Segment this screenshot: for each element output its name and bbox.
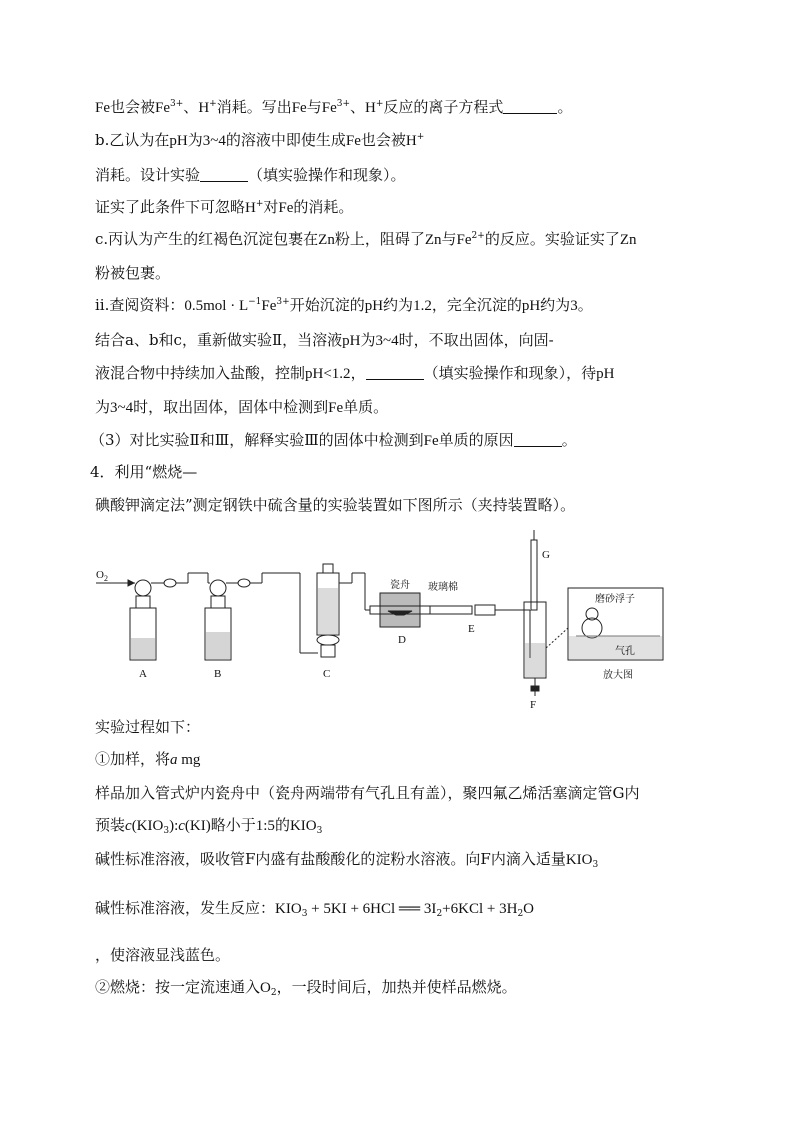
answer-blank[interactable] <box>200 167 248 182</box>
text-line-2: b.乙认为在pH为3~4的溶液中即使生成Fe也会被H+ <box>95 131 425 149</box>
apparatus-diagram <box>90 528 690 713</box>
text-line-15: ①加样，将a mg <box>95 750 201 768</box>
formula: Fe <box>95 100 110 116</box>
label-boat: 瓷舟 <box>390 580 410 591</box>
text-line-3: 消耗。设计实验 （填实验操作和现象）。 <box>95 166 406 184</box>
label-F: F <box>530 699 537 711</box>
label-A: A <box>139 668 147 680</box>
label-D: D <box>398 634 406 646</box>
label-E: E <box>468 623 475 635</box>
text-line-6: 粉被包裹。 <box>95 264 171 282</box>
label-G: G <box>542 549 550 561</box>
text-line-5: c.丙认为产生的红褐色沉淀包裹在Zn粉上，阻碍了Zn与$Fe^{2+}$的反应。实验证实了Zn <box>95 230 637 248</box>
text-line-14: 实验过程如下： <box>95 718 201 736</box>
label-C: C <box>323 668 331 680</box>
text-line-1: Fe也会被$Fe^{3+}$、H+消耗。写出Fe与$Fe^{3+}$、H+反应的离子方程式 。 <box>95 98 573 116</box>
text-line-20: ，使溶液显浅蓝色。 <box>95 946 231 964</box>
label-float: 磨砂浮子 <box>595 594 635 605</box>
text-line-21: ②燃烧：按一定流速通入$O_2$，一段时间后，加热并使样品燃烧。 <box>95 978 517 998</box>
text-line-19: 碱性标准溶液，发生反应：$KIO_3 + 5KI + 6HCl$ ══ $3I_2+6KCl + 3H_2O$ <box>95 899 535 919</box>
text-line-16: 样品加入管式炉内瓷舟中（瓷舟两端带有气孔且有盖），聚四氟乙烯活塞滴定管G内 <box>95 784 640 802</box>
text-line-17: 预装$c(KIO_3):c(KI)$略小于1:5的$KIO_3$ <box>95 816 323 836</box>
text-line-8: 结合a、b和c，重新做实验Ⅱ，当溶液pH为3~4时，不取出固体，向固- <box>95 331 554 349</box>
o2-label: $O_2$ <box>96 569 108 583</box>
text-line-18: 碱性标准溶液，吸收管F内盛有盐酸酸化的淀粉水溶液。向F内滴入适量$KIO_3$ <box>95 850 599 870</box>
label-glass-wool: 玻璃棉 <box>428 582 458 593</box>
text-line-9: 液混合物中持续加入盐酸，控制pH<1.2， （填实验操作和现象），待pH <box>95 364 615 382</box>
answer-blank[interactable] <box>503 99 557 114</box>
text-line-10: 为3~4时，取出固体，固体中检测到Fe单质。 <box>95 398 389 416</box>
label-B: B <box>214 668 222 680</box>
answer-blank[interactable] <box>514 432 562 447</box>
text-line-11: （3）对比实验Ⅱ和Ⅲ，解释实验Ⅲ的固体中检测到Fe单质的原因 。 <box>90 431 577 449</box>
label-hole: 气孔 <box>615 646 635 657</box>
text-line-4: 证实了此条件下可忽略H+对Fe的消耗。 <box>95 198 354 216</box>
text-line-7: ⅱ.查阅资料：$0.5mol \cdot L^{-1}Fe^{3+}$开始沉淀的pH约为1.2，完全沉淀的pH约为3。 <box>95 296 593 314</box>
label-zoom: 放大图 <box>603 670 633 681</box>
text-line-13: 碘酸钾滴定法”测定钢铁中硫含量的实验装置如下图所示（夹持装置略）。 <box>95 496 576 514</box>
text-line-12: 4．利用“燃烧— <box>90 463 198 481</box>
answer-blank[interactable] <box>366 365 424 380</box>
